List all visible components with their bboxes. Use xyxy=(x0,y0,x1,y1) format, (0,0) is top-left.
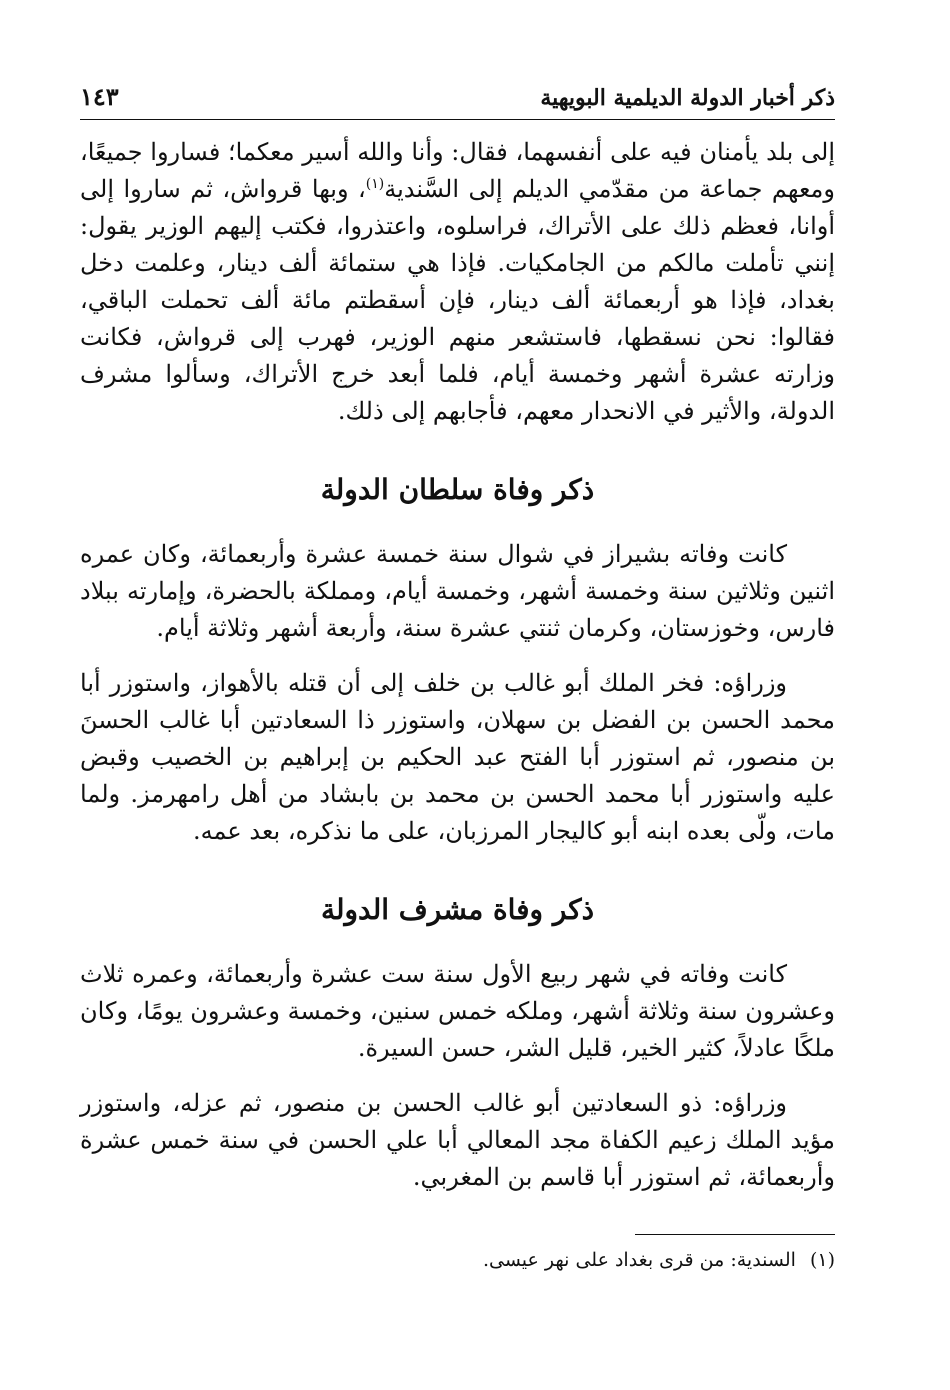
footnote-divider xyxy=(635,1234,835,1235)
paragraph-viziers-sultan: وزراؤه: فخر الملك أبو غالب بن خلف إلى أن قتله بالأهواز، واستوزر أبا محمد الحسن بن الفضل بن سهلان، واستوزر ذا السعادتين أبا غالب الحسنَ بن منصور، ثم استوزر أبا الفتح عبد الحكيم بن إبراهيم بن الخصيب وقبض عليه واستوزر أبا محمد الحسن بن محمد بن بابشاد من أهل رامهرمز. ولما مات، ولّى بعده ابنه أبو كاليجار المرزبان، على ما نذكره، بعد عمه. xyxy=(80,669,835,845)
paragraph-text: ، وبها قرواش، ثم ساروا إلى أوانا، فعظم ذلك على الأتراك، فراسلوه، واعتذروا، فكتب إليهم الوزير يقول: إنني تأملت مالكم من الجامكيات. فإذا هي ستمائة ألف دينار، وعلمت دخل بغداد، فإذا هو أربعمائة ألف دينار، فإن أسقطتم مائة ألف تحملت الباقي، فقالوا: نحن نسقطها، فاستشعر منهم الوزير، فهرب إلى قرواش، فكانت وزارته عشرة أشهر وخمسة أيام، فلما أبعد خرج الأتراك، وسألوا مشرف الدولة، والأثير في الانحدار معهم، فأجابهم إلى ذلك. xyxy=(80,175,835,425)
page-number: ١٤٣ xyxy=(80,82,119,111)
paragraph-continuation xyxy=(80,134,835,430)
footnote xyxy=(80,1245,835,1275)
footnote-number: (١) xyxy=(809,1249,835,1271)
paragraph-text: إلى بلد يأمنان فيه على أنفسهما، فقال: وأنا والله أسير معكما؛ فساروا جميعًا، ومعهم جماعة من مقدّمي الديلم إلى السَّندية xyxy=(80,138,835,203)
footnote-text: السندية: من قرى بغداد على نهر عيسى. xyxy=(482,1249,796,1271)
paragraph-death-sultan: كانت وفاته بشيراز في شوال سنة خمسة عشرة وأربعمائة، وكان عمره اثنين وثلاثين سنة وخمسة أشهر، وخمسة أيام، ومملكة بالحضرة، وإمارته ببلاد فارس، وخوزستان، وكرمان ثنتي عشرة سنة، وأربعة أشهر وثلاثة أيام. xyxy=(80,540,835,642)
paragraph-death-musharrif: كانت وفاته في شهر ربيع الأول سنة ست عشرة وأربعمائة، وعمره ثلاث وعشرون سنة وثلاثة أشهر، وملكه خمس سنين، وخمسة وعشرون يومًا، وكان ملكًا عادلاً، كثير الخير، قليل الشر، حسن السيرة. xyxy=(80,960,835,1062)
paragraph-viziers-musharrif: وزراؤه: ذو السعادتين أبو غالب الحسن بن منصور، ثم عزله، واستوزر مؤيد الملك زعيم الكفاة مجد المعالي أبا علي الحسن في سنة خمس عشرة وأربعمائة، ثم استوزر أبا قاسم بن المغربي. xyxy=(80,1089,835,1191)
section-heading-musharrif-al-dawla: ذكر وفاة مشرف الدولة xyxy=(320,893,595,926)
running-title: ذكر أخبار الدولة الديلمية البويهية xyxy=(540,85,835,111)
running-header xyxy=(80,80,835,120)
footnote-reference[interactable]: (١) xyxy=(365,176,385,192)
book-page xyxy=(80,80,835,1275)
section-heading-sultan-al-dawla: ذكر وفاة سلطان الدولة xyxy=(320,473,595,506)
